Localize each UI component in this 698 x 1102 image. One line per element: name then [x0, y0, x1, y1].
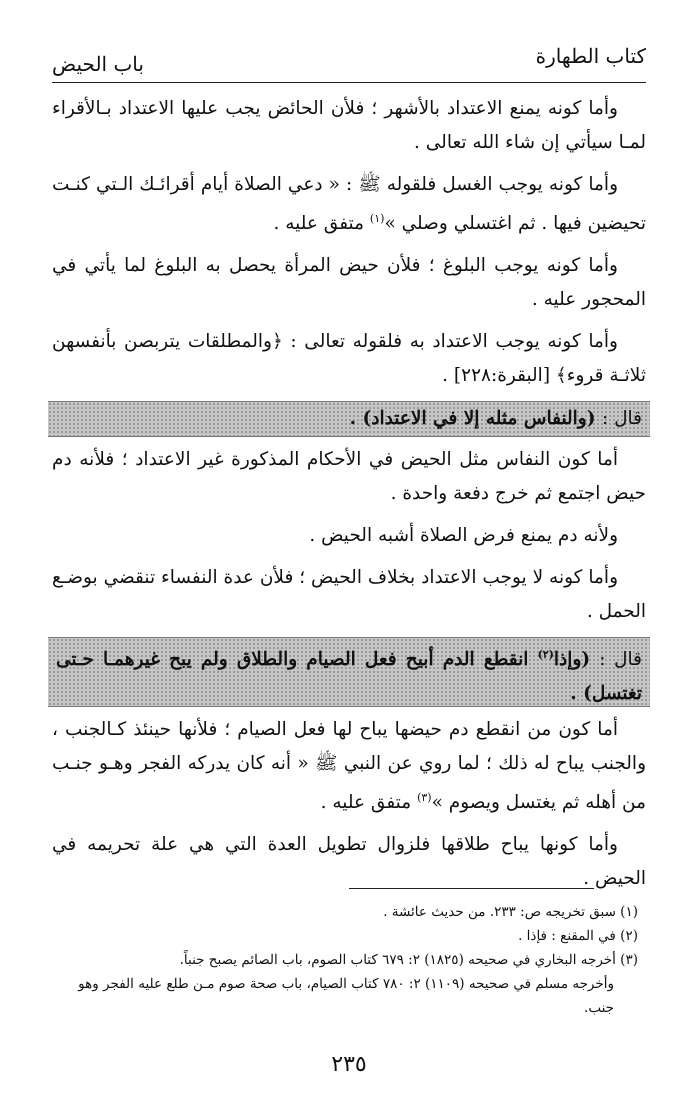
paragraph-text: وأما كونه يوجب البلوغ ؛ فلأن حيض المرأة يحصل به البلوغ لما يأتي في المحجور عليه . — [52, 255, 646, 311]
matn-text: انقطع الدم أبيح فعل الصيام والطلاق ولم يبح غيرهمـا حـتى تغتسل) . — [56, 649, 642, 705]
paragraph-text: متفق عليه . — [273, 213, 370, 235]
matn-text: (والنفاس مثله إلا في الاعتداد) . — [349, 408, 596, 430]
footnote-ref: (٢) — [537, 648, 554, 662]
paragraph — [52, 561, 646, 629]
footnote-ref: (١) — [369, 212, 385, 225]
paragraph-text: أما كون النفاس مثل الحيض في الأحكام المذكورة غير الاعتداد ؛ فلأنه دم حيض اجتمع ثم خرج دفعة واحدة . — [52, 449, 646, 505]
paragraph-text: ولأنه دم يمنع فرض الصلاة أشبه الحيض . — [309, 525, 618, 547]
qal-lead: قال : — [601, 408, 642, 430]
footnote: وأخرجه مسلم في صحيحه (١١٠٩) ٢: ٧٨٠ كتاب الصيام، باب صحة صوم مـن طلع عليه الفجر وهو جنب. — [78, 976, 614, 1016]
page-body — [52, 92, 646, 904]
paragraph — [52, 828, 646, 896]
paragraph-text: وأما كونه لا يوجب الاعتداد بخلاف الحيض ؛ فلأن عدة النفساء تنقضي بوضـع الحمل . — [52, 567, 646, 623]
paragraph-text: وأما كونه يوجب الغسل فلقوله ﷺ : « دعي الصلاة أيام أقرائـك الـتي كنـت تحيضين فيها . ثم اغتسلي وصلي » — [52, 174, 646, 235]
paragraph — [52, 325, 646, 393]
matn-quote — [48, 401, 650, 437]
footnote: (٣) أخرجه البخاري في صحيحه (١٨٢٥) ٢: ٦٧٩ كتاب الصوم، باب الصائم يصبح جنباً. — [179, 952, 638, 968]
matn-text: (وإذا — [553, 649, 591, 671]
chapter-title: باب الحيض — [52, 52, 144, 76]
page-number: ٢٣٥ — [331, 1052, 367, 1077]
book-title: كتاب الطهارة — [535, 44, 646, 68]
matn-quote — [48, 637, 650, 707]
page-header — [52, 38, 646, 83]
paragraph-text: متفق عليه . — [320, 792, 418, 814]
paragraph — [52, 249, 646, 317]
qal-lead: قال : — [599, 649, 642, 671]
paragraph — [52, 519, 646, 553]
footnote-divider — [349, 888, 594, 889]
paragraph — [52, 168, 646, 241]
paragraph-text: وأما كونه يوجب الاعتداد به فلقوله تعالى : ﴿والمطلقات يتربصن بأنفسهن ثلاثـة قروء﴾ [البقرة:٢٢٨] . — [52, 331, 646, 387]
paragraph-text: وأما كونها يباح طلاقها فلزوال تطويل العدة التي هي علة تحريمه في الحيض . — [52, 834, 646, 890]
footnote: (١) سبق تخريجه ص: ٢٣٣. من حديث عائشة . — [383, 904, 638, 920]
paragraph — [52, 713, 646, 820]
paragraph — [52, 443, 646, 511]
paragraph — [52, 92, 646, 160]
footnotes — [62, 900, 638, 1020]
footnote-ref: (٣) — [417, 791, 432, 805]
paragraph-text: أما كون من انقطع دم حيضها يباح لها فعل الصيام ؛ فلأنها حينئذ كـالجنب ، والجنب يباح له ذلك ؛ لما روي عن النبي ﷺ « أنه كان يدركه الفجر وهـو جنـب من أهله ثم يغتسل ويصوم » — [52, 719, 646, 814]
footnote: (٢) في المقنع : فإذا . — [518, 928, 638, 944]
paragraph-text: وأما كونه يمنع الاعتداد بالأشهر ؛ فلأن الحائض يجب عليها الاعتداد بـالأقراء لمـا سيأتي إن شاء الله تعالى . — [52, 98, 646, 153]
